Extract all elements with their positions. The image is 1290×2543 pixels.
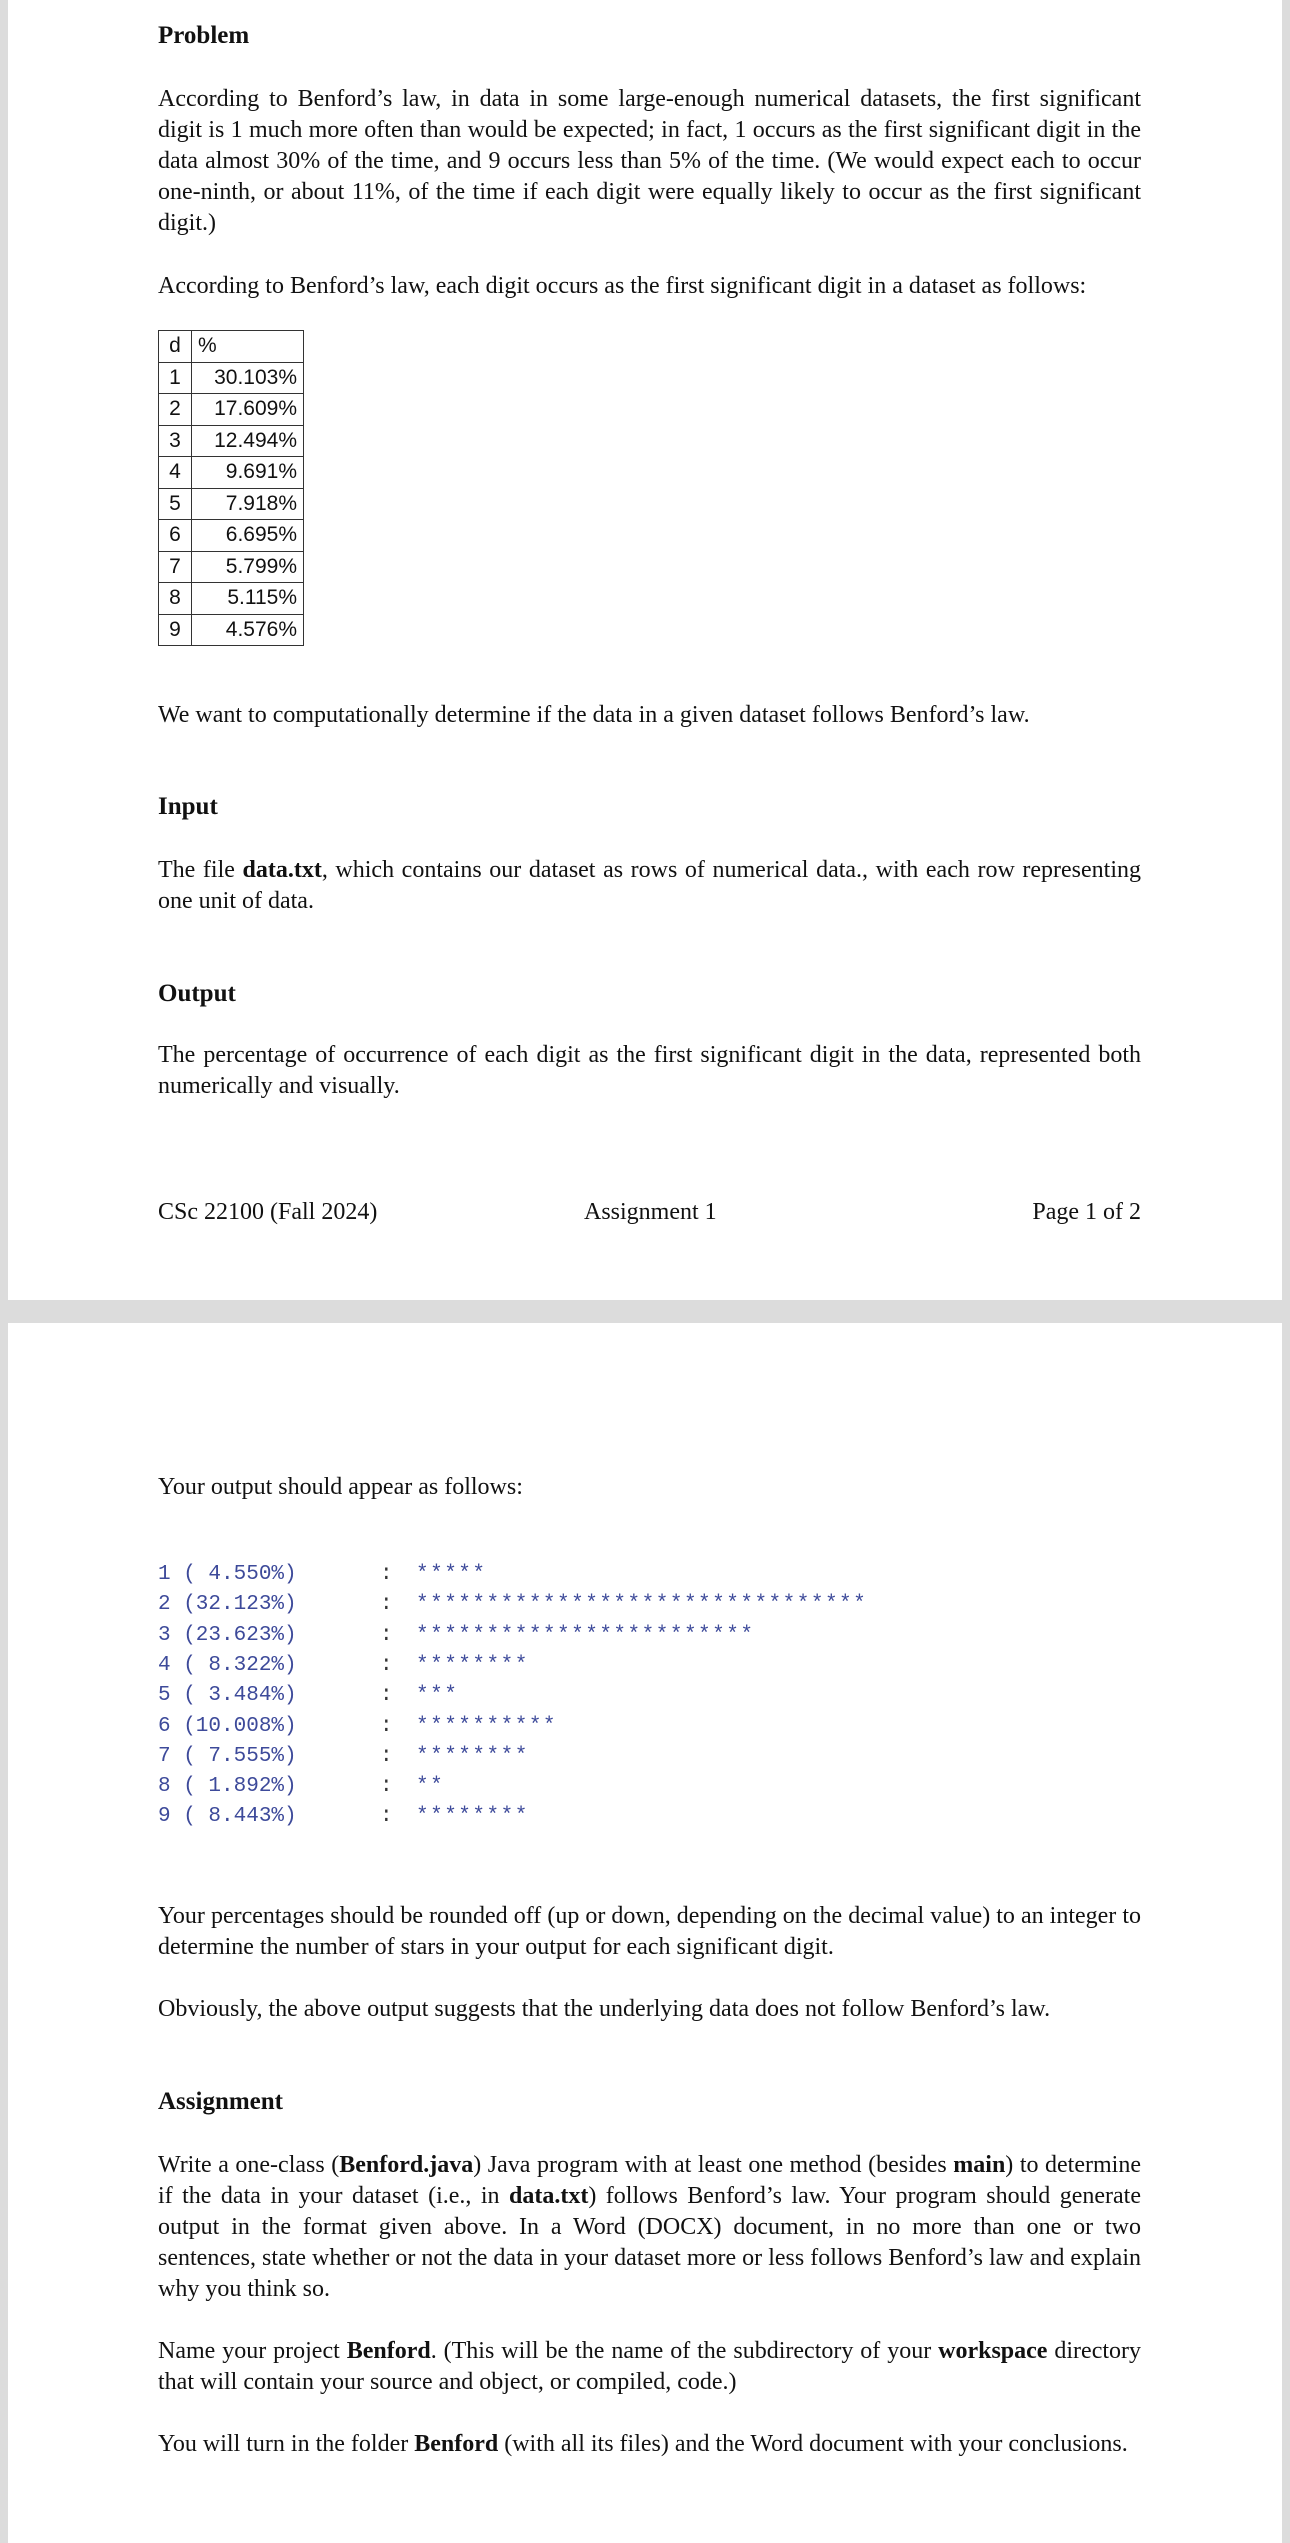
sample-output-stars: ** [416,1775,445,1799]
bold-main: main [953,2152,1006,2178]
table-header-digit: d [159,331,192,363]
benford-distribution-table [158,330,304,646]
sample-output-label: 4 ( 8.322%) [158,1653,297,1677]
input-text-post: , which contains our dataset as rows of numerical data., with each row representing one unit of data. [158,857,1141,914]
table-cell-digit: 8 [159,583,192,615]
intro-paragraph: According to Benford’s law, in data in some large-enough numerical datasets, the first significant digit is 1 much more often than would be expected; in fact, 1 occurs as the first significant digit in the data almost 30% of the time, and 9 occurs less than 5% of the time. (We would expect each to occur one-ninth, or about 11%, of the time if each digit were equally likely to occur as the first significant digit.) [158,86,1141,236]
table-cell-digit: 9 [159,614,192,646]
sample-output-colon: : [380,1714,393,1738]
input-heading: Input [158,793,218,820]
text-run: ) Java program with at least one method (besides [473,2152,954,2178]
text-run: . (This will be the name of the subdirectory of your [430,2338,939,2364]
output-heading: Output [158,980,236,1007]
assignment-paragraph-1 [158,2150,1141,2305]
bold-data-txt: data.txt [509,2183,589,2209]
sample-output-colon: : [380,1775,393,1799]
bold-folder-name: Benford [414,2431,499,2457]
sample-output-stars: ******** [416,1805,529,1829]
problem-heading: Problem [158,22,250,49]
bold-project-name: Benford [346,2338,431,2364]
text-run: (with all its files) and the Word document with your conclusions. [498,2431,1128,2457]
table-cell-percent: 6.695% [192,520,304,552]
sample-output-colon: : [380,1623,393,1647]
table-row [159,425,304,457]
sample-output-label: 3 (23.623%) [158,1623,297,1647]
text-run: ) follows Benford’s law. Your program should generate output in the format given above. In a Word (DOCX) document, in no more than one or two sentences, state whether or not the data in your dataset more or less follows Benford’s law and explain why you think so. [158,2183,1141,2302]
goal-paragraph: We want to computationally determine if the data in a given dataset follows Benford’s law. [158,702,1030,728]
table-row [159,551,304,583]
table-cell-percent: 5.115% [192,583,304,615]
assignment-paragraph-2 [158,2336,1141,2398]
table-header-percent: % [192,331,304,363]
assignment-paragraph-3 [158,2429,1141,2460]
input-text-pre: The file [158,857,243,883]
conclusion-paragraph: Obviously, the above output suggests that the underlying data does not follow Benford’s law. [158,1996,1051,2022]
input-paragraph [158,855,1141,917]
table-row [159,520,304,552]
sample-output-colon: : [380,1593,393,1617]
table-intro-paragraph: According to Benford’s law, each digit occurs as the first significant digit in a dataset as follows: [158,273,1087,299]
sample-output-block [158,1563,1058,1843]
table-row [159,583,304,615]
sample-output-label: 9 ( 8.443%) [158,1805,297,1829]
output-intro-paragraph: Your output should appear as follows: [158,1474,523,1500]
sample-output-stars: ***** [416,1563,487,1586]
table-cell-percent: 12.494% [192,425,304,457]
table-row [159,488,304,520]
footer-course: CSc 22100 (Fall 2024) [158,1199,378,1225]
table-cell-digit: 4 [159,457,192,489]
table-header-row [159,331,304,363]
text-run: Name your project [158,2338,347,2364]
table-row [159,457,304,489]
sample-output-label: 7 ( 7.555%) [158,1744,297,1768]
table-cell-digit: 7 [159,551,192,583]
output-paragraph: The percentage of occurrence of each digit as the first significant digit in the data, represented both numerically and visually. [158,1042,1141,1099]
table-row [159,614,304,646]
sample-output-label: 5 ( 3.484%) [158,1684,297,1708]
table-cell-digit: 2 [159,394,192,426]
sample-output-label: 8 ( 1.892%) [158,1775,297,1799]
sample-output-colon: : [380,1563,393,1586]
table-cell-digit: 3 [159,425,192,457]
sample-output-label: 1 ( 4.550%) [158,1563,297,1586]
sample-output-stars: *** [416,1684,459,1708]
bold-workspace: workspace [938,2338,1048,2364]
table-row [159,362,304,394]
footer-assignment: Assignment 1 [584,1199,717,1225]
sample-output-stars: ********** [416,1714,558,1738]
table-row [159,394,304,426]
sample-output-stars: ************************ [416,1623,755,1647]
sample-output-stars: ******** [416,1653,529,1677]
text-run: directory that will contain your source and object, or compiled, code.) [158,2338,1142,2395]
table-cell-percent: 9.691% [192,457,304,489]
bold-filename-benford-java: Benford.java [339,2152,474,2178]
sample-output-label: 2 (32.123%) [158,1593,297,1617]
table-cell-percent: 5.799% [192,551,304,583]
table-cell-percent: 4.576% [192,614,304,646]
table-cell-digit: 1 [159,362,192,394]
sample-output-colon: : [380,1684,393,1708]
assignment-heading: Assignment [158,2088,284,2115]
rounding-paragraph: Your percentages should be rounded off (up or down, depending on the decimal value) to an integer to determine the number of stars in your output for each significant digit. [158,1903,1141,1960]
text-run: Write a one-class ( [158,2152,340,2178]
document-page-2 [8,1323,1282,2543]
table-cell-percent: 7.918% [192,488,304,520]
footer-page-number: Page 1 of 2 [1032,1199,1141,1225]
sample-output-stars: ******** [416,1744,529,1768]
sample-output-colon: : [380,1744,393,1768]
sample-output-colon: : [380,1805,393,1829]
sample-output-label: 6 (10.008%) [158,1714,297,1738]
table-cell-digit: 5 [159,488,192,520]
text-run: ) to determine if the data in your dataset (i.e., in [158,2152,1141,2209]
table-cell-percent: 30.103% [192,362,304,394]
sample-output-stars: ******************************** [416,1593,868,1617]
document-page-1 [8,0,1282,1300]
sample-output-colon: : [380,1653,393,1677]
text-run: You will turn in the folder [158,2431,415,2457]
table-cell-percent: 17.609% [192,394,304,426]
table-cell-digit: 6 [159,520,192,552]
input-filename: data.txt [242,857,322,883]
